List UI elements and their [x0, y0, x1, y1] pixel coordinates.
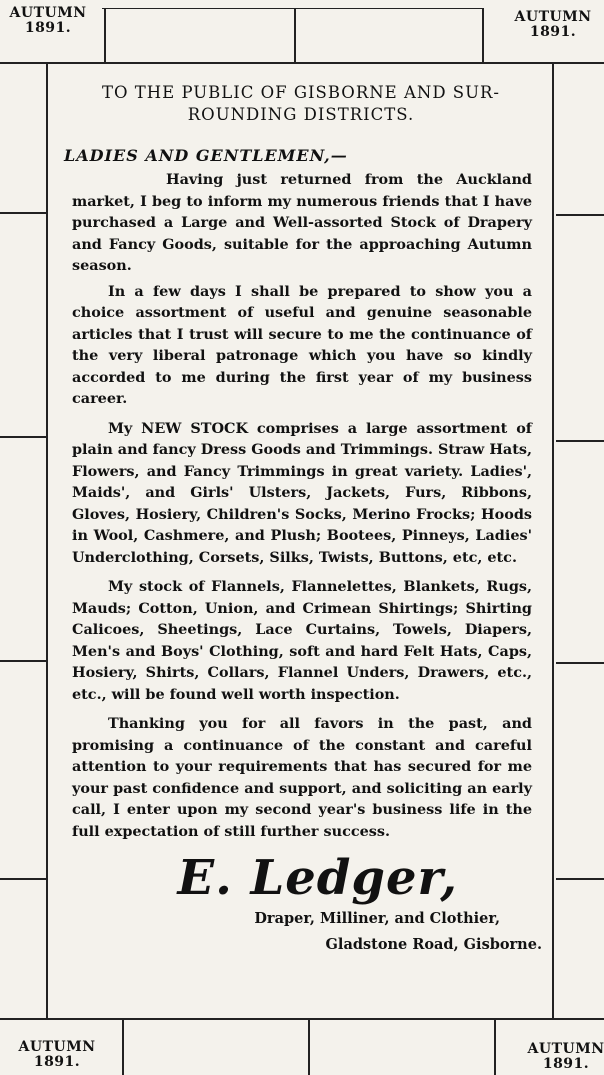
paragraph-new-stock: My NEW STOCK comprises a large assortment of plain and fancy Dress Goods and Trimmings. Straw Hats, Flowers, and Fancy Trimmings in great variety. Ladies', Maids', and Girls' Ulsters, Jackets, Furs, Ribbons, Gloves, Hosiery, Children's Socks, Merino Frocks; Hoods in Wool, Cashmere, and Plush; Bootees, Pinneys, Ladies' Underclothing, Corsets, Silks, Twists, Buttons, etc, etc.: [72, 419, 533, 566]
paragraph-thanks: Thanking you for all favors in the past, and promising a continuance of the constant and careful attention to your requirements that has secured for me your past confidence and support, and soliciting an early call, I enter upon my second year's business life in the full expectation of still further success.: [72, 715, 532, 840]
corner-top-left: [8, 6, 88, 36]
corner-bottom-left: [14, 1040, 100, 1070]
season-label: AUTUMN: [9, 5, 87, 21]
left-tick: [0, 878, 46, 880]
year-label: 1891.: [33, 1054, 81, 1070]
year-label: 1891.: [529, 24, 577, 40]
address-line: Gladstone Road, Gisborne.: [325, 936, 542, 953]
paragraph-flannels: My stock of Flannels, Flannelettes, Blankets, Rugs, Mauds; Cotton, Union, and Crimean Shirtings; Shirting Calicoes, Sheetings, Lace Curtains, Towels, Diapers, Men's and Boys' Clothing, soft and hard Felt Hats, Caps, Hosiery, Shirts, Collars, Flannel Unders, Drawers, etc., etc., will be found well worth inspection.: [72, 578, 532, 703]
right-column-rule: [552, 64, 554, 1018]
advertisement: [60, 76, 542, 1006]
left-tick: [0, 212, 46, 214]
corner-bottom-right: [524, 1042, 604, 1072]
trade-line: Draper, Milliner, and Clothier,: [254, 910, 500, 927]
right-tick: [556, 878, 604, 880]
right-tick: [556, 662, 604, 664]
top-divider-1: [104, 8, 106, 62]
top-divider-3: [482, 8, 484, 62]
right-tick: [556, 214, 604, 216]
bottom-divider-1: [122, 1020, 124, 1075]
left-column-rule: [46, 64, 48, 1018]
heading-line-1: TO THE PUBLIC OF GISBORNE AND SUR-: [101, 83, 500, 102]
season-label: AUTUMN: [527, 1041, 604, 1057]
bottom-border: [0, 1018, 604, 1020]
heading-line-2: ROUNDING DISTRICTS.: [187, 105, 415, 124]
paragraph-assortment: In a few days I shall be prepared to show you a choice assortment of useful and genuine seasonable articles that I trust will secure to me the continuance of the very liberal patronage which you have so kindly accorded to me during the first year of my business career.: [72, 282, 532, 407]
paragraph-return: Having just returned from the Auckland market, I beg to inform my numerous friends that I have purchased a Large and Well-assorted Stock of Drapery and Fancy Goods, suitable for the approaching Autumn season.: [72, 171, 532, 274]
top-rule: [102, 8, 484, 9]
bottom-divider-2: [308, 1020, 310, 1075]
bottom-divider-3: [494, 1020, 496, 1075]
right-tick: [556, 440, 604, 442]
season-label: AUTUMN: [18, 1039, 96, 1055]
left-tick: [0, 436, 46, 438]
corner-top-right: [510, 10, 596, 40]
season-label: AUTUMN: [514, 9, 592, 25]
top-border: [0, 62, 604, 64]
signature: E. Ledger,: [177, 850, 458, 906]
year-label: 1891.: [542, 1056, 590, 1072]
salutation: LADIES AND GENTLEMEN,—: [64, 146, 348, 165]
year-label: 1891.: [24, 20, 72, 36]
top-divider-2: [294, 8, 296, 62]
ad-heading: [60, 82, 542, 126]
left-tick: [0, 660, 46, 662]
